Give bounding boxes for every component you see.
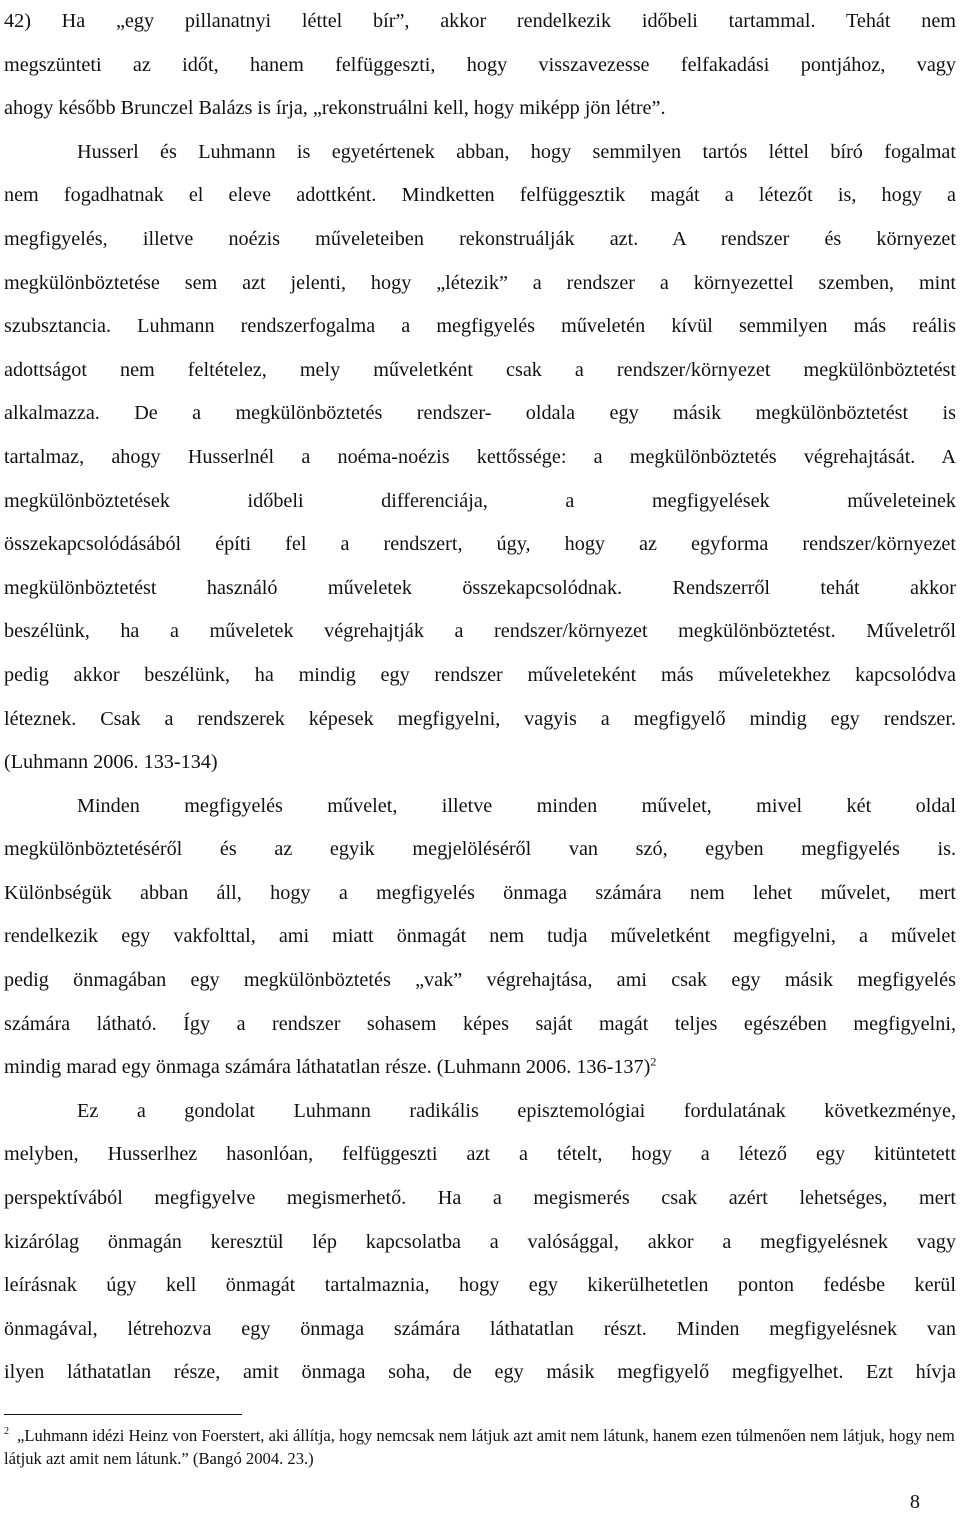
- text-line: léteznek. Csak a rendszerek képesek megfigyelni, vagyis a megfigyelő mindig egy rendszer.: [4, 707, 956, 730]
- text-line-content: mindig marad egy önmaga számára láthatatlan része. (Luhmann 2006. 136-137): [4, 1056, 651, 1079]
- text-line: megkülönböztetéséről és az egyik megjelöléséről van szó, egyben megfigyelés is.: [4, 838, 956, 861]
- paragraph-continued: [4, 0, 956, 131]
- footnote-reference[interactable]: 2: [650, 1054, 657, 1069]
- text-line: ilyen láthatatlan része, amit önmaga soha, de egy másik megfigyelő megfigyelhet. Ezt hívja: [4, 1361, 956, 1384]
- footnote-separator: [4, 1414, 242, 1415]
- text-line: Minden megfigyelés művelet, illetve minden művelet, mivel két oldal: [77, 794, 956, 817]
- text-line: megfigyelés, illetve noézis műveleteiben rekonstruálják azt. A rendszer és környezet: [4, 227, 956, 250]
- text-line: [4, 1046, 956, 1090]
- text-line: perspektívából megfigyelve megismerhető. Ha a megismerés csak azért lehetséges, mert: [4, 1187, 956, 1210]
- text-line: Ez a gondolat Luhmann radikális episztemológiai fordulatának következménye,: [77, 1099, 956, 1122]
- text-line: nem fogadhatnak el eleve adottként. Mindketten felfüggesztik magát a létezőt is, hogy a: [4, 184, 956, 207]
- text-line: alkalmazza. De a megkülönböztetés rendszer- oldala egy másik megkülönböztetést is: [4, 402, 956, 425]
- text-line: önmagával, létrehozva egy önmaga számára láthatatlan részt. Minden megfigyelésnek van: [4, 1317, 956, 1340]
- text-line: összekapcsolódásából építi fel a rendszert, úgy, hogy az egyforma rendszer/környezet: [4, 533, 956, 556]
- text-line: megszünteti az időt, hanem felfüggeszti, hogy visszavezesse felfakadási pontjához, vagy: [4, 53, 956, 76]
- text-line: Különbségük abban áll, hogy a megfigyelés önmaga számára nem lehet művelet, mert: [4, 881, 956, 904]
- paragraph: [4, 131, 956, 785]
- paragraph: [4, 785, 956, 1090]
- text-line: megkülönböztetést használó műveletek összekapcsolódnak. Rendszerről tehát akkor: [4, 576, 956, 599]
- paragraph: [4, 1090, 956, 1395]
- text-line: megkülönböztetése sem azt jelenti, hogy „létezik” a rendszer a környezettel szemben, mint: [4, 271, 956, 294]
- text-line: 42) Ha „egy pillanatnyi léttel bír”, akkor rendelkezik időbeli tartammal. Tehát nem: [4, 10, 956, 32]
- page-body: [4, 0, 956, 1395]
- text-line: ahogy később Brunczel Balázs is írja, „rekonstruálni kell, hogy miképp jön létre”.: [4, 97, 666, 120]
- text-line: számára látható. Így a rendszer sohasem képes saját magát teljes egészében megfigyelni,: [4, 1012, 956, 1035]
- text-line: Husserl és Luhmann is egyetértenek abban, hogy semmilyen tartós léttel bíró fogalmat: [77, 140, 956, 163]
- text-line: pedig akkor beszélünk, ha mindig egy rendszer műveleteként más műveletekhez kapcsolódva: [4, 663, 956, 686]
- text-line: rendelkezik egy vakfolttal, ami miatt önmagát nem tudja műveletként megfigyelni, a művelet: [4, 925, 956, 948]
- text-line: melyben, Husserlhez hasonlóan, felfüggeszti azt a tételt, hogy a létező egy kitüntetett: [4, 1143, 956, 1166]
- text-line: tartalmaz, ahogy Husserlnél a noéma-noézis kettőssége: a megkülönböztetés végrehajtását. A: [4, 445, 956, 468]
- footnote: [4, 1424, 956, 1470]
- text-line: (Luhmann 2006. 133-134): [4, 751, 218, 774]
- text-line: leírásnak úgy kell önmagát tartalmaznia, hogy egy kikerülhetetlen ponton fedésbe kerül: [4, 1274, 956, 1297]
- text-line: szubsztancia. Luhmann rendszerfogalma a megfigyelés műveletén kívül semmilyen más reális: [4, 315, 956, 338]
- text-line: kizárólag önmagán keresztül lép kapcsolatba a valósággal, akkor a megfigyelésnek vagy: [4, 1230, 956, 1253]
- text-line: megkülönböztetések időbeli differenciája, a megfigyelések műveleteinek: [4, 489, 956, 512]
- text-line: adottságot nem feltételez, mely műveletként csak a rendszer/környezet megkülönböztetést: [4, 358, 956, 381]
- text-line: pedig önmagában egy megkülönböztetés „vak” végrehajtása, ami csak egy másik megfigyelés: [4, 969, 956, 992]
- text-line: beszélünk, ha a műveletek végrehajtják a rendszer/környezet megkülönböztetést. Műveletről: [4, 620, 956, 643]
- page-number: 8: [909, 1491, 920, 1513]
- footnote-mark: 2: [4, 1426, 9, 1438]
- footnote-text: „Luhmann idézi Heinz von Foerstert, aki állítja, hogy nemcsak nem látjuk azt amit nem látunk, hanem ezen túlmenően nem látjuk, hogy nem látjuk azt amit nem látunk.” (Bangó 2004. 23.): [4, 1426, 955, 1468]
